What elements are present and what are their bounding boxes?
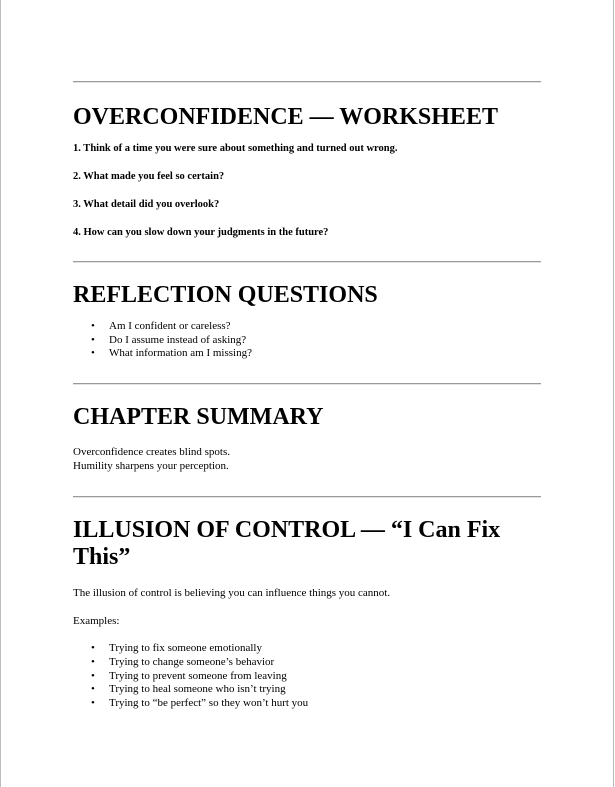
examples-label: Examples: [73, 615, 120, 628]
section-divider [73, 383, 541, 385]
list-item: • Trying to fix someone emotionally [109, 642, 541, 656]
worksheet-heading: OVERCONFIDENCE — WORKSHEET [73, 104, 498, 130]
worksheet-question: 3. What detail did you overlook? [73, 199, 220, 210]
section-divider [73, 261, 541, 263]
worksheet-question: 1. Think of a time you were sure about something and turned out wrong. [73, 143, 398, 154]
list-item: • Am I confident or careless? [109, 320, 541, 334]
worksheet-question: 4. How can you slow down your judgments in the future? [73, 227, 329, 238]
summary-text [73, 445, 541, 473]
section-divider [73, 496, 541, 498]
list-item: • Trying to heal someone who isn’t trying [109, 683, 541, 697]
page-right-edge [613, 0, 614, 787]
illusion-heading: ILLUSION OF CONTROL — “I Can Fix This” [73, 517, 501, 571]
list-item: • Trying to “be perfect” so they won’t hurt you [109, 697, 541, 711]
summary-line: Humility sharpens your perception. [73, 460, 229, 473]
reflection-list [73, 320, 541, 361]
illusion-intro: The illusion of control is believing you can influence things you cannot. [73, 587, 391, 600]
summary-line: Overconfidence creates blind spots. [73, 446, 230, 459]
list-item: • Trying to change someone’s behavior [109, 656, 541, 670]
worksheet-questions [73, 142, 541, 239]
section-divider [73, 81, 541, 83]
page-left-edge [0, 0, 1, 787]
worksheet-question: 2. What made you feel so certain? [73, 171, 225, 182]
list-item: • What information am I missing? [109, 347, 541, 361]
document-page [73, 81, 541, 711]
list-item: • Trying to prevent someone from leaving [109, 670, 541, 684]
examples-list [73, 642, 541, 711]
reflection-heading: REFLECTION QUESTIONS [73, 282, 378, 308]
summary-heading: CHAPTER SUMMARY [73, 404, 324, 431]
list-item: • Do I assume instead of asking? [109, 334, 541, 348]
